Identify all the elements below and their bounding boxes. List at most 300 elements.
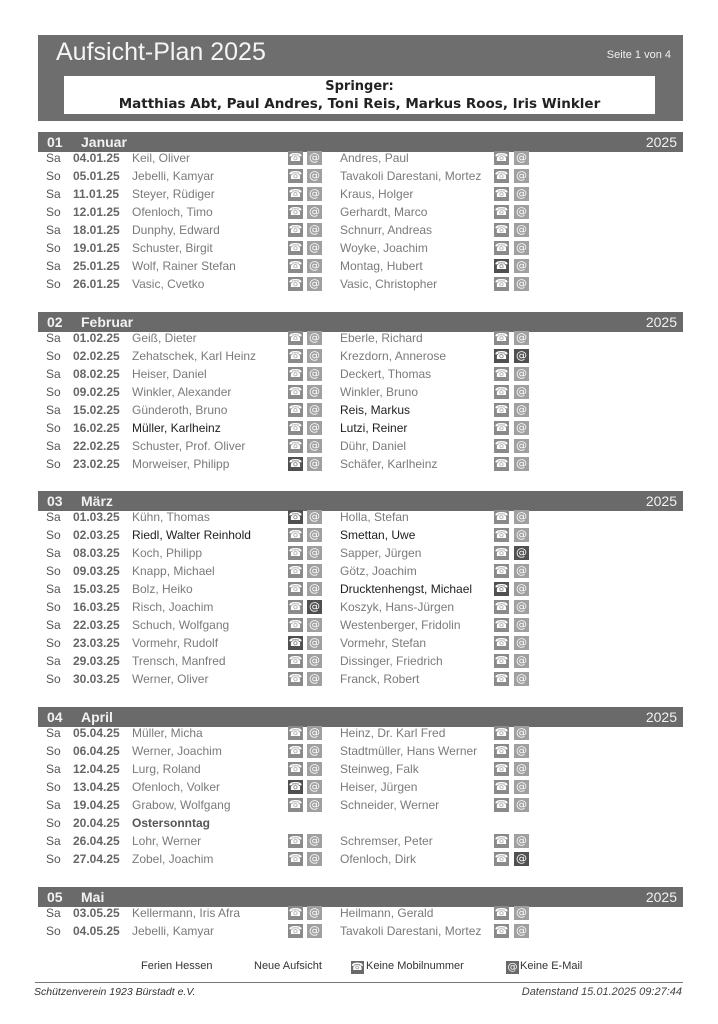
date: 15.02.25 [73,403,120,417]
weekday: So [46,421,61,435]
phone-icon[interactable]: ☎ [494,654,509,667]
supervisor-2: Dissinger, Friedrich [340,654,443,668]
supervisor-1: Heiser, Daniel [132,367,207,381]
table-row [0,257,718,275]
phone-icon[interactable]: ☎ [494,618,509,631]
table-row [0,347,718,365]
date: 20.04.25 [73,816,120,830]
phone-icon[interactable]: ☎ [494,259,509,272]
weekday: So [46,564,61,578]
phone-icon[interactable]: ☎ [494,924,509,937]
phone-icon[interactable]: ☎ [288,834,303,847]
table-row [0,562,718,580]
date: 23.02.25 [73,457,120,471]
phone-icon[interactable]: ☎ [288,187,303,200]
springer-names: Matthias Abt, Paul Andres, Toni Reis, Markus Roos, Iris Winkler [118,96,601,112]
phone-icon[interactable]: ☎ [288,924,303,937]
table-row [0,365,718,383]
phone-icon[interactable]: ☎ [288,439,303,452]
phone-icon[interactable]: ☎ [288,798,303,811]
weekday: So [46,528,61,542]
supervisor-2: Winkler, Bruno [340,385,419,399]
phone-icon[interactable]: ☎ [494,277,509,290]
date: 05.01.25 [73,169,120,183]
table-row [0,634,718,652]
email-icon[interactable]: @ [309,457,320,470]
phone-icon[interactable]: ☎ [494,834,509,847]
weekday: Sa [46,618,61,632]
month-year: 2025 [645,314,677,330]
email-icon[interactable]: @ [309,528,320,541]
phone-icon[interactable]: ☎ [494,223,509,236]
supervisor-1: Lohr, Werner [132,834,202,848]
phone-icon[interactable]: ☎ [288,564,303,577]
date: 02.03.25 [73,528,120,542]
weekday: Sa [46,367,61,381]
weekday: So [46,457,61,471]
supervisor-2: Götz, Joachim [340,564,417,578]
phone-icon[interactable]: ☎ [288,906,303,919]
email-icon[interactable]: @ [309,546,320,559]
page-header [38,35,683,121]
email-icon[interactable]: @ [516,762,527,775]
phone-icon[interactable]: ☎ [494,349,509,362]
phone-icon[interactable]: ☎ [288,259,303,272]
phone-icon[interactable]: ☎ [288,582,303,595]
phone-icon[interactable]: ☎ [288,744,303,757]
email-icon[interactable]: @ [516,654,527,667]
supervisor-2: Deckert, Thomas [340,367,432,381]
date: 19.01.25 [73,241,120,255]
supervisor-2: Heilmann, Gerald [340,906,434,920]
date: 22.03.25 [73,618,120,632]
supervisor-1: Trensch, Manfred [132,654,226,668]
weekday: Sa [46,151,61,165]
email-icon[interactable]: @ [516,528,527,541]
legend [0,960,718,976]
weekday: Sa [46,546,61,560]
supervisor-2: Heinz, Dr. Karl Fred [340,726,446,740]
table-row [0,742,718,760]
table-row [0,832,718,850]
email-icon[interactable]: @ [309,205,320,218]
table-row [0,508,718,526]
phone-icon[interactable]: ☎ [288,205,303,218]
supervisor-1: Morweiser, Philipp [132,457,230,471]
email-icon[interactable]: @ [516,457,527,470]
phone-icon[interactable]: ☎ [494,726,509,739]
date: 27.04.25 [73,852,120,866]
phone-icon[interactable]: ☎ [494,439,509,452]
phone-icon[interactable]: ☎ [494,672,509,685]
table-row [0,185,718,203]
phone-icon[interactable]: ☎ [288,510,303,523]
table-row [0,437,718,455]
table-row [0,401,718,419]
supervisor-2: Krezdorn, Annerose [340,349,447,363]
email-icon[interactable]: @ [309,798,320,811]
date: 26.01.25 [73,277,120,291]
email-icon[interactable]: @ [516,852,527,865]
email-icon[interactable]: @ [309,385,320,398]
table-row [0,724,718,742]
email-icon[interactable]: @ [516,780,527,793]
supervisor-2: Vasic, Christopher [340,277,438,291]
email-icon[interactable]: @ [309,654,320,667]
supervisor-1: Schuster, Prof. Oliver [132,439,246,453]
phone-icon[interactable]: ☎ [494,169,509,182]
phone-icon[interactable]: ☎ [288,403,303,416]
email-icon[interactable]: @ [516,367,527,380]
email-icon[interactable]: @ [516,151,527,164]
table-row [0,850,718,868]
email-icon[interactable]: @ [516,349,527,362]
supervisor-1: Ofenloch, Timo [132,205,213,219]
phone-icon[interactable]: ☎ [494,205,509,218]
supervisor-2: Montag, Hubert [340,259,423,273]
weekday: So [46,205,61,219]
email-icon[interactable]: @ [516,439,527,452]
email-icon[interactable]: @ [516,421,527,434]
date: 16.02.25 [73,421,120,435]
supervisor-1: Kellermann, Iris Afra [132,906,241,920]
supervisor-1: Werner, Joachim [132,744,222,758]
supervisor-1: Werner, Oliver [132,672,209,686]
phone-icon[interactable]: ☎ [494,546,509,559]
table-row [0,329,718,347]
phone-icon[interactable]: ☎ [288,852,303,865]
email-icon[interactable]: @ [309,403,320,416]
phone-icon[interactable]: ☎ [494,906,509,919]
date: 08.02.25 [73,367,120,381]
phone-icon[interactable]: ☎ [494,600,509,613]
month-name: März [81,493,113,509]
phone-icon[interactable]: ☎ [494,385,509,398]
date: 13.04.25 [73,780,120,794]
phone-icon[interactable]: ☎ [494,564,509,577]
phone-icon[interactable]: ☎ [494,367,509,380]
supervisor-1: Kühn, Thomas [132,510,210,524]
email-icon[interactable]: @ [309,331,320,344]
supervisor-2: Vormehr, Stefan [340,636,427,650]
supervisor-1: Riedl, Walter Reinhold [132,528,251,542]
email-icon[interactable]: @ [309,618,320,631]
email-icon[interactable]: @ [309,421,320,434]
email-icon[interactable]: @ [309,277,320,290]
month-year: 2025 [645,493,677,509]
email-icon[interactable]: @ [309,169,320,182]
email-icon[interactable]: @ [516,672,527,685]
supervisor-2: Tavakoli Darestani, Mortez [340,169,482,183]
email-icon[interactable]: @ [516,259,527,272]
phone-icon[interactable]: ☎ [494,403,509,416]
date: 02.02.25 [73,349,120,363]
phone-icon[interactable]: ☎ [288,385,303,398]
phone-icon[interactable]: ☎ [494,421,509,434]
email-icon[interactable]: @ [309,906,320,919]
month-number: 02 [47,314,63,330]
email-icon[interactable]: @ [516,798,527,811]
weekday: Sa [46,439,61,453]
phone-icon[interactable]: ☎ [494,744,509,757]
month-name: Januar [81,134,127,150]
email-icon[interactable]: @ [309,510,320,523]
table-row [0,616,718,634]
date: 30.03.25 [73,672,120,686]
phone-icon[interactable]: ☎ [288,654,303,667]
phone-icon[interactable]: ☎ [288,600,303,613]
phone-icon: ☎ [351,962,364,973]
email-icon[interactable]: @ [516,241,527,254]
supervisor-2: Gerhardt, Marco [340,205,428,219]
table-row [0,221,718,239]
table-row [0,760,718,778]
email-icon[interactable]: @ [309,744,320,757]
supervisor-2: Sapper, Jürgen [340,546,422,560]
supervisor-2: Tavakoli Darestani, Mortez [340,924,482,938]
email-icon[interactable]: @ [309,636,320,649]
month-number: 03 [47,493,63,509]
weekday: Sa [46,906,61,920]
email-icon[interactable]: @ [516,385,527,398]
supervisor-1: Risch, Joachim [132,600,214,614]
phone-icon[interactable]: ☎ [494,762,509,775]
table-row [0,275,718,293]
email-icon[interactable]: @ [309,834,320,847]
date: 03.05.25 [73,906,120,920]
supervisor-1: Geiß, Dieter [132,331,197,345]
date: 12.04.25 [73,762,120,776]
email-icon[interactable]: @ [309,924,320,937]
table-row [0,796,718,814]
supervisor-1: Winkler, Alexander [132,385,232,399]
table-row [0,670,718,688]
phone-icon[interactable]: ☎ [494,151,509,164]
month-name: Februar [81,314,134,330]
email-icon[interactable]: @ [516,510,527,523]
email-icon[interactable]: @ [309,259,320,272]
phone-icon[interactable]: ☎ [494,331,509,344]
legend-ferien: Ferien Hessen [141,960,213,972]
supervisor-2: Heiser, Jürgen [340,780,418,794]
email-icon[interactable]: @ [309,187,320,200]
weekday: So [46,924,61,938]
date: 08.03.25 [73,546,120,560]
email-icon[interactable]: @ [309,151,320,164]
weekday: So [46,636,61,650]
email-icon[interactable]: @ [309,726,320,739]
supervisor-1: Schuster, Birgit [132,241,213,255]
weekday: So [46,385,61,399]
phone-icon[interactable]: ☎ [494,852,509,865]
date: 16.03.25 [73,600,120,614]
weekday: So [46,277,61,291]
email-icon[interactable]: @ [516,205,527,218]
email-icon[interactable]: @ [516,618,527,631]
weekday: Sa [46,510,61,524]
phone-icon[interactable]: ☎ [288,457,303,470]
phone-icon[interactable]: ☎ [288,672,303,685]
phone-icon[interactable]: ☎ [288,151,303,164]
date: 09.02.25 [73,385,120,399]
phone-icon[interactable]: ☎ [288,636,303,649]
supervisor-2: Woyke, Joachim [340,241,428,255]
weekday: Sa [46,726,61,740]
phone-icon[interactable]: ☎ [288,349,303,362]
email-icon[interactable]: @ [516,600,527,613]
email-icon[interactable]: @ [309,672,320,685]
supervisor-2: Andres, Paul [340,151,409,165]
email-icon[interactable]: @ [516,636,527,649]
date: 04.01.25 [73,151,120,165]
supervisor-2: Holla, Stefan [340,510,409,524]
email-icon[interactable]: @ [516,906,527,919]
supervisor-1: Vormehr, Rudolf [132,636,219,650]
email-icon[interactable]: @ [516,331,527,344]
phone-icon[interactable]: ☎ [288,421,303,434]
date: 01.02.25 [73,331,120,345]
email-icon[interactable]: @ [309,762,320,775]
phone-icon[interactable]: ☎ [494,798,509,811]
phone-icon[interactable]: ☎ [288,618,303,631]
weekday: Sa [46,798,61,812]
footer-club: Schützenverein 1923 Bürstadt e.V. [34,986,196,998]
table-row [0,526,718,544]
email-icon[interactable]: @ [309,223,320,236]
phone-icon[interactable]: ☎ [494,510,509,523]
email-icon[interactable]: @ [309,349,320,362]
date: 29.03.25 [73,654,120,668]
supervisor-1: Vasic, Cvetko [132,277,205,291]
phone-icon[interactable]: ☎ [288,241,303,254]
date: 12.01.25 [73,205,120,219]
supervisor-2: Ofenloch, Dirk [340,852,417,866]
weekday: So [46,744,61,758]
supervisor-1: Zobel, Joachim [132,852,214,866]
date: 18.01.25 [73,223,120,237]
supervisor-1: Keil, Oliver [132,151,191,165]
page-info: Seite 1 von 4 [606,49,671,61]
email-icon[interactable]: @ [516,726,527,739]
phone-icon[interactable]: ☎ [288,528,303,541]
legend-no-email: Keine E-Mail [520,960,583,972]
table-row [0,203,718,221]
month-year: 2025 [645,709,677,725]
email-icon[interactable]: @ [516,744,527,757]
phone-icon[interactable]: ☎ [494,528,509,541]
supervisor-2: Reis, Markus [340,403,411,417]
phone-icon[interactable]: ☎ [494,582,509,595]
supervisor-1: Günderoth, Bruno [132,403,228,417]
email-icon[interactable]: @ [309,439,320,452]
email-icon[interactable]: @ [516,546,527,559]
email-icon[interactable]: @ [516,582,527,595]
email-icon[interactable]: @ [516,277,527,290]
table-row [0,778,718,796]
email-icon[interactable]: @ [309,780,320,793]
supervisor-2: Smettan, Uwe [340,528,416,542]
email-icon[interactable]: @ [516,924,527,937]
email-icon[interactable]: @ [309,564,320,577]
phone-icon[interactable]: ☎ [288,546,303,559]
supervisor-1: Grabow, Wolfgang [132,798,231,812]
month-name: Mai [81,889,105,905]
supervisor-2: Schnurr, Andreas [340,223,433,237]
phone-icon[interactable]: ☎ [494,187,509,200]
phone-icon[interactable]: ☎ [288,277,303,290]
phone-icon[interactable]: ☎ [288,169,303,182]
phone-icon[interactable]: ☎ [288,331,303,344]
email-icon[interactable]: @ [516,564,527,577]
supervisor-2: Franck, Robert [340,672,420,686]
table-row [0,580,718,598]
supervisor-2: Lutzi, Reiner [340,421,408,435]
email-icon[interactable]: @ [516,834,527,847]
supervisor-1: Zehatschek, Karl Heinz [132,349,257,363]
date: 19.04.25 [73,798,120,812]
weekday: So [46,349,61,363]
legend-neue-aufsicht: Neue Aufsicht [254,960,322,972]
springer-box [64,76,655,114]
phone-icon[interactable]: ☎ [494,636,509,649]
email-icon[interactable]: @ [516,223,527,236]
phone-icon[interactable]: ☎ [288,367,303,380]
phone-icon[interactable]: ☎ [494,241,509,254]
page-title: Aufsicht-Plan 2025 [56,38,266,66]
supervisor-1: Schuch, Wolfgang [132,618,230,632]
supervisor-1: Koch, Philipp [132,546,203,560]
month-year: 2025 [645,889,677,905]
weekday: So [46,816,61,830]
email-icon[interactable]: @ [309,367,320,380]
weekday: So [46,169,61,183]
date: 01.03.25 [73,510,120,524]
email-icon[interactable]: @ [516,187,527,200]
weekday: So [46,852,61,866]
weekday: So [46,600,61,614]
supervisor-2: Drucktenhengst, Michael [340,582,473,596]
email-icon[interactable]: @ [309,852,320,865]
email-icon[interactable]: @ [309,241,320,254]
supervisor-1: Lurg, Roland [132,762,201,776]
phone-icon[interactable]: ☎ [288,780,303,793]
weekday: Sa [46,582,61,596]
supervisor-1: Bolz, Heiko [132,582,193,596]
supervisor-2: Eberle, Richard [340,331,423,345]
phone-icon[interactable]: ☎ [494,780,509,793]
phone-icon[interactable]: ☎ [288,726,303,739]
table-row [0,904,718,922]
phone-icon[interactable]: ☎ [288,762,303,775]
table-row [0,455,718,473]
legend-no-phone: Keine Mobilnummer [366,960,464,972]
weekday: Sa [46,834,61,848]
email-icon[interactable]: @ [516,169,527,182]
email-icon[interactable]: @ [309,582,320,595]
supervisor-2: Koszyk, Hans-Jürgen [340,600,455,614]
date: 15.03.25 [73,582,120,596]
supervisor-2: Steinweg, Falk [340,762,419,776]
weekday: Sa [46,223,61,237]
supervisor-2: Schremser, Peter [340,834,433,848]
phone-icon[interactable]: ☎ [288,223,303,236]
supervisor-1: Steyer, Rüdiger [132,187,215,201]
table-row [0,239,718,257]
email-icon[interactable]: @ [516,403,527,416]
weekday: So [46,241,61,255]
phone-icon[interactable]: ☎ [494,457,509,470]
email-icon[interactable]: @ [309,600,320,613]
